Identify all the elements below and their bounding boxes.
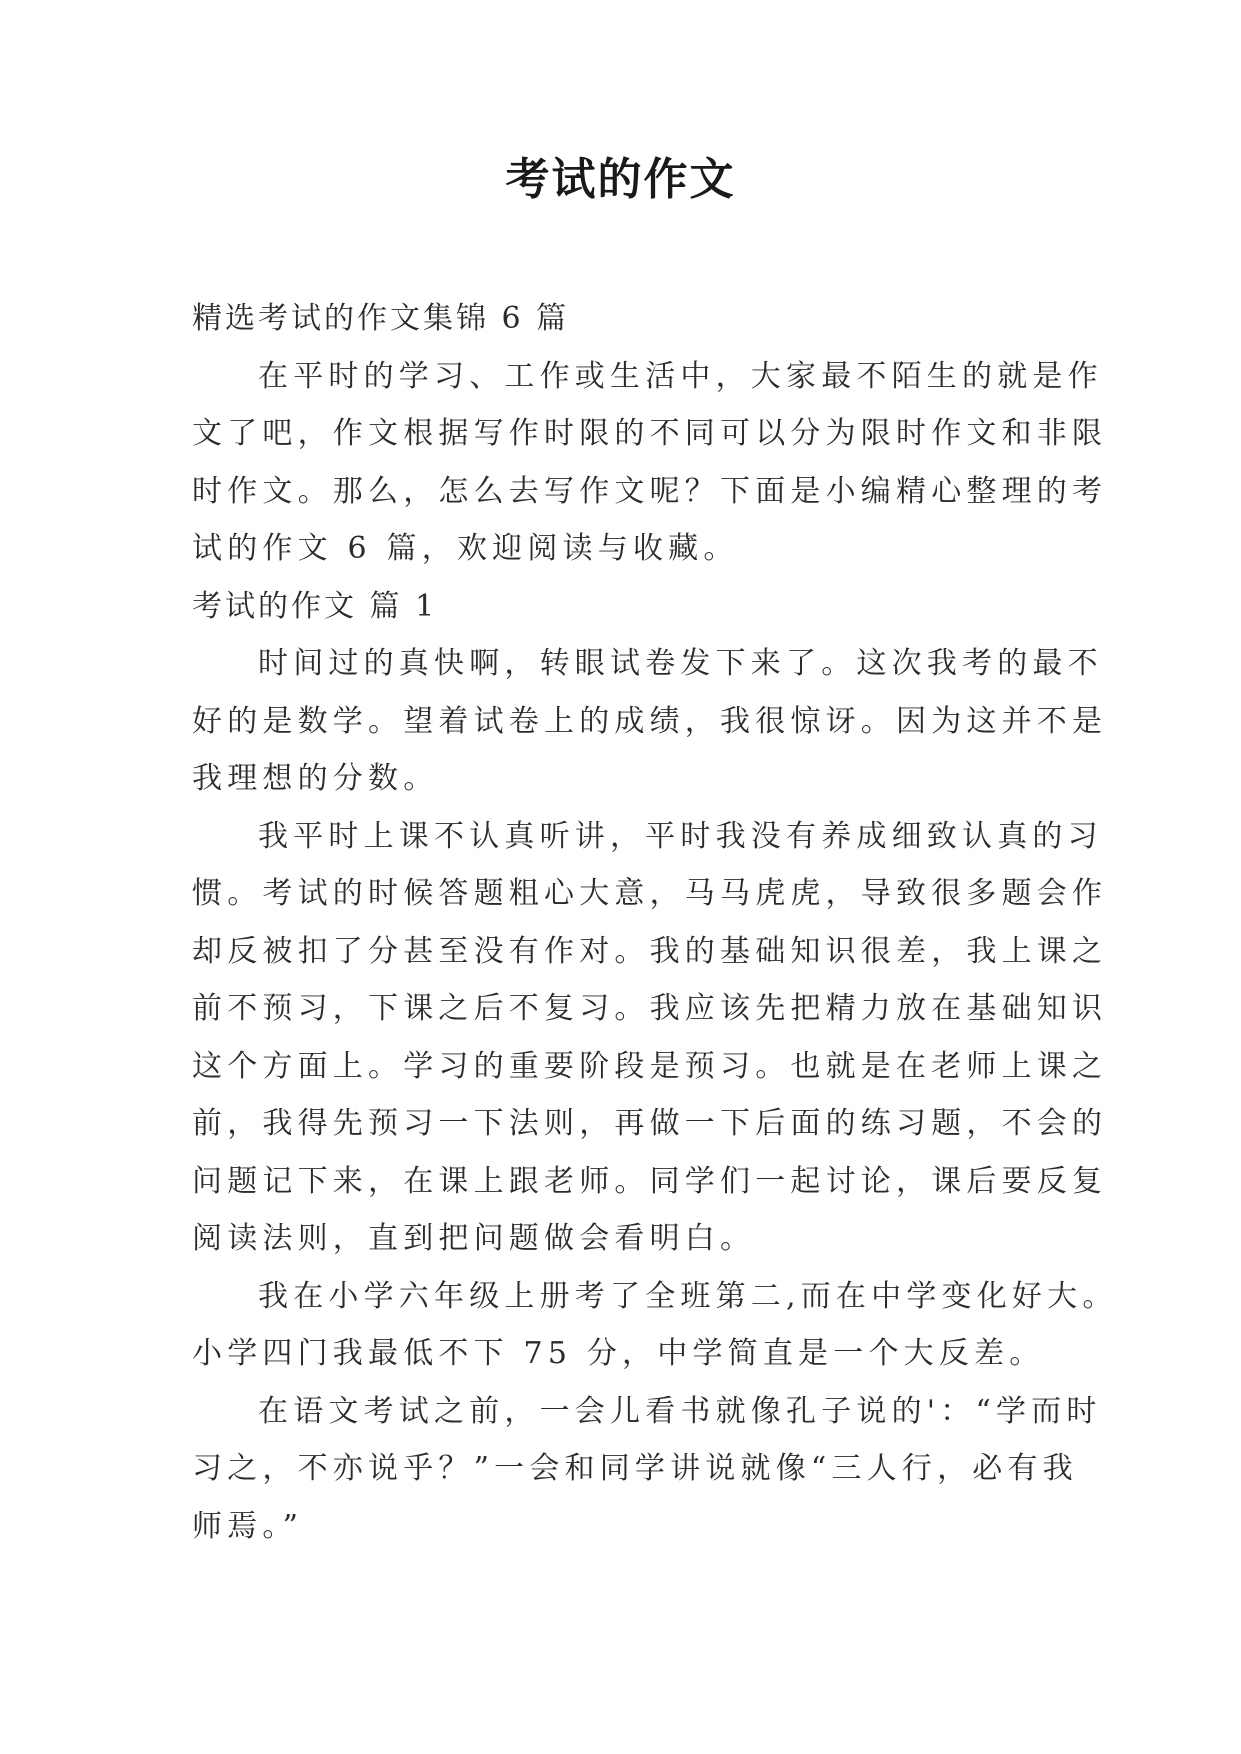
body-text-line: 却反被扣了分甚至没有作对。我的基础知识很差，我上课之 <box>192 933 1108 969</box>
body-text-line: 我在小学六年级上册考了全班第二,而在中学变化好大。 <box>258 1278 1118 1314</box>
body-text-line: 好的是数学。望着试卷上的成绩，我很惊讶。因为这并不是 <box>192 703 1108 739</box>
body-text-line: 时间过的真快啊，转眼试卷发下来了。这次我考的最不 <box>258 646 1103 681</box>
body-text-line: 小学四门我最低不下 75 分，中学简直是一个大反差。 <box>192 1336 1045 1371</box>
body-text-line: 这个方面上。学习的重要阶段是预习。也就是在老师上课之 <box>192 1048 1108 1084</box>
section-heading: 考试的作文 篇 1 <box>192 588 438 624</box>
document-body <box>192 290 1118 1555</box>
body-text-line: 师焉。” <box>192 1508 304 1544</box>
body-text-line: 前不预习，下课之后不复习。我应该先把精力放在基础知识 <box>192 991 1108 1026</box>
body-text-line: 我平时上课不认真听讲，平时我没有养成细致认真的习 <box>258 818 1103 854</box>
body-text-line: 在语文考试之前，一会儿看书就像孔子说的'：“学而时 <box>258 1393 1102 1429</box>
body-text-line: 习之，不亦说乎？”一会和同学讲说就像“三人行，必有我 <box>192 1451 1078 1486</box>
body-text-line: 试的作文 6 篇，欢迎阅读与收藏。 <box>192 531 739 566</box>
body-text-line: 文了吧，作文根据写作时限的不同可以分为限时作文和非限 <box>192 416 1108 451</box>
body-text-line: 前，我得先预习一下法则，再做一下后面的练习题，不会的 <box>192 1106 1108 1141</box>
body-text-line: 问题记下来，在课上跟老师。同学们一起讨论，课后要反复 <box>192 1163 1108 1199</box>
body-text-line: 时作文。那么，怎么去写作文呢？下面是小编精心整理的考 <box>192 473 1108 509</box>
body-text-line: 我理想的分数。 <box>192 761 439 796</box>
body-text-line: 惯。考试的时候答题粗心大意，马马虎虎，导致很多题会作 <box>192 876 1108 911</box>
section-heading: 精选考试的作文集锦 6 篇 <box>192 301 570 336</box>
body-text-line: 在平时的学习、工作或生活中，大家最不陌生的就是作 <box>258 358 1103 394</box>
document-title: 考试的作文 <box>505 154 736 205</box>
body-text-line: 阅读法则，直到把问题做会看明白。 <box>192 1221 756 1256</box>
